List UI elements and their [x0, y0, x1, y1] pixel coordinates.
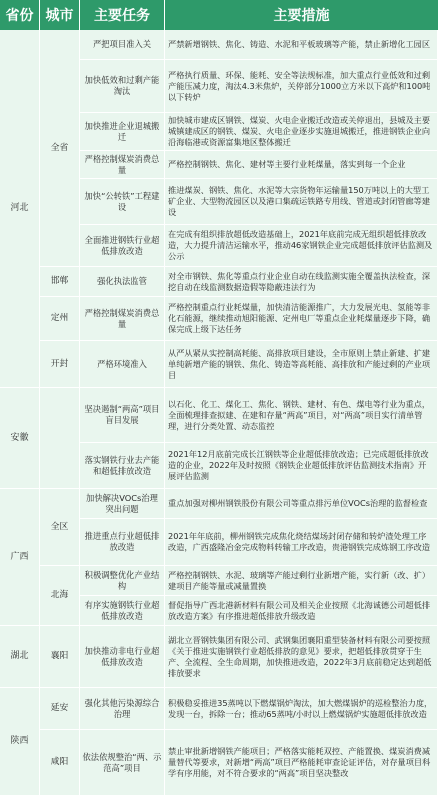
task-cell: 严格环境准入	[80, 341, 165, 388]
task-cell: 全面推进钢铁行业超低排放改造	[80, 225, 165, 267]
city-cell: 全区	[40, 489, 80, 566]
province-cell: 广西	[0, 489, 40, 626]
province-cell: 河北	[0, 30, 40, 388]
task-cell: 严格控制煤炭消费总量	[80, 151, 165, 179]
measure-cell: 湖北立晋钢铁集团有限公司、武钢集团襄阳重型装备材料有限公司要按照《关于推进实施钢铁行业超低排放的意见》要求，把超低排放贯穿于生产、全流程、全生命周期，加快推进改造，2022年3月底前稳定达到超低排放要求	[165, 626, 438, 688]
city-cell-empty	[40, 388, 80, 489]
task-cell: 强化其他污染源综合治理	[80, 688, 165, 730]
measure-cell: 在完成有组织排放超低改造基础上，2021年底前完成无组织超低排放改造，大力提升清洁运输水平，推动46家钢铁企业完成超低排放评估监测及公示	[165, 225, 438, 267]
measure-cell: 以石化、化工、煤化工、焦化、钢铁、建材、有色、煤电等行业为重点，全面梳理排查拟建、在建和存量“两高”项目，对“两高”项目实行清单管理，进行分类处置、动态监控	[165, 388, 438, 443]
measure-cell: 2021年年底前，柳州钢铁完成焦化烧结煤场封闭存储和转炉渣处理工序改造，广西盛隆冶金完成物料转输工序改造，贵港钢铁完成炼钢工序改造	[165, 519, 438, 566]
province-cell: 陕西	[0, 688, 40, 796]
city-cell: 定州	[40, 297, 80, 341]
task-cell: 严把项目准入关	[80, 30, 165, 60]
measure-cell: 督促指导广西北港新材料有限公司及相关企业按照《北海诚德公司超低排放改造方案》有序推进超低排放升级改造	[165, 596, 438, 626]
task-cell: 推进重点行业超低排放改造	[80, 519, 165, 566]
task-cell: 加快低效和过剩产能淘汰	[80, 60, 165, 113]
task-cell: 强化执法监管	[80, 267, 165, 297]
task-cell: 严格控制煤炭消费总量	[80, 297, 165, 341]
measure-cell: 推进煤炭、钢铁、焦化、水泥等大宗货物年运输量150万吨以上的大型工矿企业、大型物流园区以及港口集疏运铁路专用线、管道或封闭管廊等建设	[165, 179, 438, 225]
city-cell: 开封	[40, 341, 80, 388]
measure-cell: 从严从紧从实控制高耗能、高排放项目建设，全市原则上禁止新建、扩建单纯新增产能的钢铁、焦化、铸造等高耗能、高排放和产能过剩的产业项目	[165, 341, 438, 388]
task-cell: 加快“公转铁”工程建设	[80, 179, 165, 225]
province-cell: 安徽	[0, 388, 40, 489]
city-cell: 延安	[40, 688, 80, 730]
city-cell: 北海	[40, 566, 80, 626]
task-cell: 有序实施钢铁行业超低排放改造	[80, 596, 165, 626]
task-cell: 落实钢铁行业去产能和超低排放改造	[80, 443, 165, 489]
measure-cell: 加快城市建成区钢铁、煤炭、火电企业搬迁改造或关停退出，县城及主要城镇建成区的钢铁、煤炭、火电企业逐步实施退城搬迁，推进钢铁企业向沿海临港或资源富集地区整体搬迁	[165, 113, 438, 151]
city-cell: 全省	[40, 30, 80, 267]
task-cell: 积极调整优化产业结构	[80, 566, 165, 596]
task-cell: 依法依规整治“两、示范高”项目	[80, 730, 165, 796]
measure-cell: 严禁新增钢铁、焦化、铸造、水泥和平板玻璃等产能，禁止新增化工园区	[165, 30, 438, 60]
measure-cell: 严格控制重点行业耗煤量，加快清洁能源推广，大力发展光电、氢能等非化石能源，继续推动旭阳能源、定州电厂等重点企业耗煤量逐步下降，确保完成上级下达任务	[165, 297, 438, 341]
city-cell: 邯郸	[40, 267, 80, 297]
header-province: 省份	[0, 0, 40, 30]
city-cell: 襄阳	[40, 626, 80, 688]
header-task: 主要任务	[80, 0, 165, 30]
measure-cell: 重点加强对柳州钢铁股份有限公司等重点排污单位VOCs治理的监督检查	[165, 489, 438, 519]
city-cell: 咸阳	[40, 730, 80, 796]
measure-cell: 严格控制钢铁、水泥、玻璃等产能过剩行业新增产能，实行新（改、扩）建项目产能等量或减量置换	[165, 566, 438, 596]
header-measure: 主要措施	[165, 0, 438, 30]
task-cell: 加快推动非电行业超低排放改造	[80, 626, 165, 688]
task-cell: 加快解决VOCs治理突出问题	[80, 489, 165, 519]
province-cell: 湖北	[0, 626, 40, 688]
task-cell: 加快推进企业退城搬迁	[80, 113, 165, 151]
measure-cell: 禁止审批新增钢铁产能项目；严格落实能耗双控、产能置换、煤炭消费减量替代等要求，对新增“两高”项目严格能耗审查论证评估，对存量项目科学有序用能，对不符合要求的“两高”项目坚决整改	[165, 730, 438, 796]
measure-cell: 2021年12月底前完成长江钢铁等企业超低排放改造；已完成超低排放改造的企业，2022年及时按照《钢铁企业超低排放评估监测技术指南》开展评估监测	[165, 443, 438, 489]
task-cell: 坚决遏制“两高”项目盲目发展	[80, 388, 165, 443]
measure-cell: 对全市钢铁、焦化等重点行业企业自动在线监测实施全覆盖执法检查，深挖自动在线监测数据造假等隐蔽违法行为	[165, 267, 438, 297]
header-city: 城市	[40, 0, 80, 30]
measure-cell: 严格执行质量、环保、能耗、安全等法规标准，加大重点行业低效和过剩产能压减力度，淘汰4.3米焦炉，关停部分1000立方米以下高炉和100吨以下转炉	[165, 60, 438, 113]
measure-cell: 积极稳妥推进35蒸吨以下燃煤锅炉淘汰，加大燃煤锅炉的巡检整治力度，发现一台，拆除一台；推动65蒸吨/小时以上燃煤锅炉实施超低排放改造	[165, 688, 438, 730]
measure-cell: 严格控制钢铁、焦化、建材等主要行业耗煤量，落实到每一个企业	[165, 151, 438, 179]
